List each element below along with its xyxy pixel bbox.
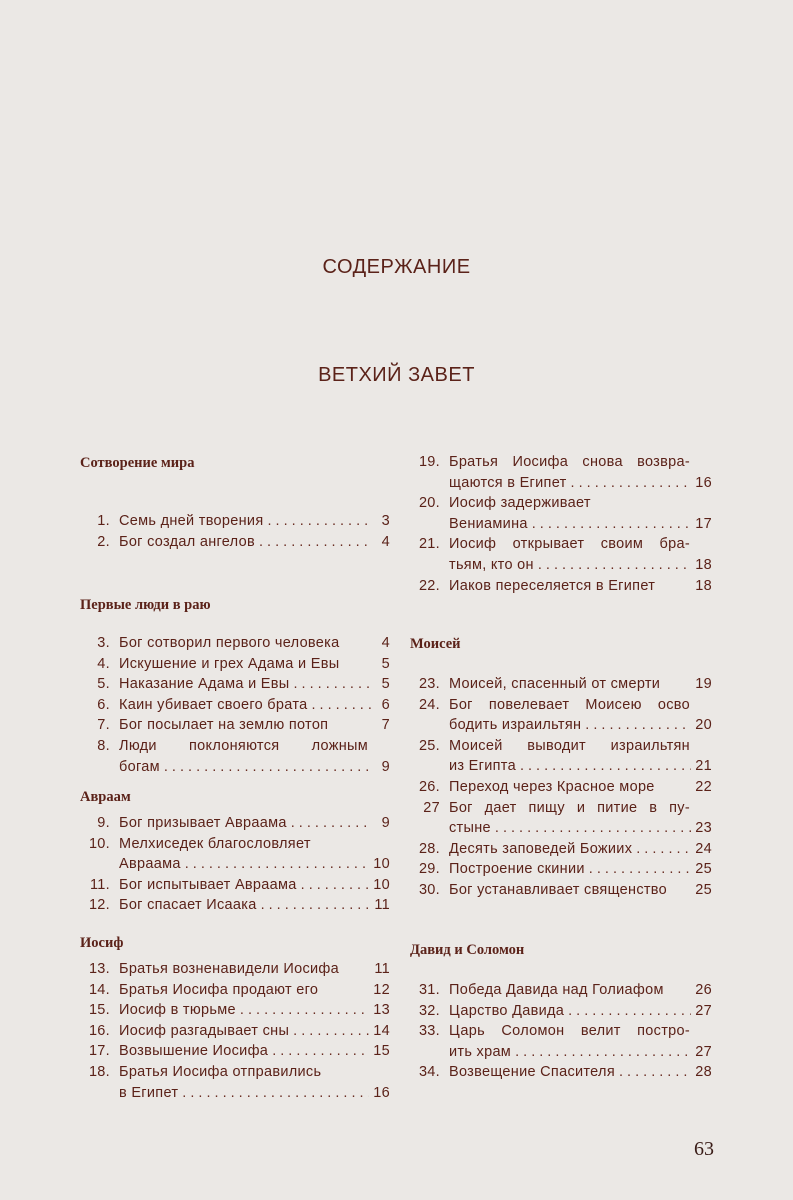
entry-number: 24. (418, 696, 440, 713)
entry-title: Переход через Красное море (449, 778, 655, 795)
dot-leader (267, 511, 372, 532)
entry-title: из Египта (449, 758, 516, 775)
dot-leader (495, 818, 691, 839)
entry-title: Люди поклоняются ложным (119, 737, 368, 754)
entry-title: Бог создал ангелов (119, 533, 255, 550)
entry-page: 27 (695, 1002, 712, 1019)
toc-entry[interactable] (80, 959, 390, 980)
entry-number: 12. (88, 897, 110, 914)
entry-list (80, 813, 390, 916)
toc-entry[interactable] (80, 736, 390, 777)
dot-leader (585, 715, 691, 736)
dot-leader (272, 1041, 369, 1062)
dot-leader (571, 473, 692, 494)
toc-entry[interactable] (410, 1001, 712, 1022)
entry-page: 5 (381, 655, 390, 672)
entry-page: 16 (695, 474, 712, 491)
entry-number: 1. (97, 513, 110, 529)
entry-title: Бог сотворил первого человека (119, 635, 340, 651)
dot-leader (568, 1001, 691, 1022)
entry-page: 4 (381, 533, 390, 550)
toc-entry[interactable] (80, 511, 390, 532)
toc-section (80, 787, 390, 916)
section-heading: Первые люди в раю (80, 597, 211, 613)
entry-list (80, 959, 390, 1103)
entry-page: 14 (373, 1022, 390, 1039)
entry-title: Моисей, спасенный от смерти (449, 676, 661, 692)
entry-page: 3 (381, 513, 390, 529)
entry-list (80, 633, 390, 777)
entry-number: 2. (97, 533, 110, 550)
entry-title: Возвещение Спасителя (449, 1064, 615, 1081)
toc-entry[interactable] (80, 1041, 390, 1062)
toc-entry[interactable] (80, 980, 390, 1001)
dot-leader (532, 514, 692, 535)
toc-entry[interactable] (410, 839, 712, 860)
entry-number: 27 (423, 799, 440, 816)
dot-leader (164, 757, 372, 778)
entry-title: Иосиф разгадывает сны (119, 1022, 290, 1039)
entry-page: 11 (374, 897, 390, 914)
entry-number: 31. (418, 982, 440, 998)
entry-page: 24 (695, 840, 712, 857)
toc-entry[interactable] (80, 875, 390, 896)
toc-section (410, 940, 712, 1083)
toc-entry[interactable] (80, 1021, 390, 1042)
entry-page: 11 (374, 961, 390, 977)
entry-page: 16 (373, 1084, 390, 1101)
entry-list (410, 674, 712, 901)
entry-number: 30. (418, 881, 440, 898)
toc-entry[interactable] (410, 534, 712, 575)
entry-list (80, 511, 390, 552)
toc-entry[interactable] (410, 452, 712, 493)
entry-number: 7. (97, 717, 110, 734)
dot-leader (182, 1083, 369, 1104)
dot-leader (294, 674, 373, 695)
entry-number: 18. (88, 1063, 110, 1080)
toc-entry[interactable] (410, 880, 712, 901)
entry-page: 10 (373, 876, 390, 893)
entry-number: 21. (418, 536, 440, 553)
entry-title: Бог призывает Авраама (119, 815, 287, 831)
dot-leader (291, 813, 372, 834)
entry-number: 19. (418, 454, 440, 470)
dot-leader (293, 1021, 369, 1042)
section-heading: Моисей (410, 636, 461, 652)
entry-title: Царь Соломон велит постро- (449, 1023, 690, 1040)
toc-section (80, 595, 390, 777)
entry-title: Построение скинии (449, 861, 585, 878)
entry-title: Наказание Адама и Евы (119, 676, 290, 693)
entry-number: 34. (418, 1064, 440, 1081)
toc-entry[interactable] (410, 798, 712, 839)
toc-entry[interactable] (410, 777, 712, 798)
entry-page: 25 (695, 861, 712, 878)
entry-number: 3. (97, 635, 110, 651)
testament-heading: ВЕТХИЙ ЗАВЕТ (318, 364, 475, 386)
entry-title: Братья Иосифа продают его (119, 981, 319, 998)
entry-page: 6 (381, 696, 390, 713)
entry-number: 23. (418, 676, 440, 692)
toc-entry[interactable] (80, 674, 390, 695)
entry-title: Иаков переселяется в Египет (449, 577, 656, 594)
entry-title: Бог устанавливает священство (449, 881, 668, 898)
entry-number: 26. (418, 778, 440, 795)
entry-title: Вениамина (449, 515, 528, 532)
entry-page: 5 (381, 676, 390, 693)
section-heading: Давид и Соломон (410, 942, 525, 958)
entry-list (410, 452, 712, 596)
dot-leader (589, 859, 691, 880)
toc-entry[interactable] (80, 532, 390, 553)
entry-number: 6. (97, 696, 110, 713)
toc-entry[interactable] (410, 1021, 712, 1062)
entry-page: 17 (695, 515, 712, 532)
entry-page: 26 (695, 982, 712, 998)
entry-page: 18 (695, 556, 712, 573)
entry-number: 22. (418, 577, 440, 594)
entry-page: 15 (373, 1043, 390, 1060)
entry-title: Каин убивает своего брата (119, 696, 308, 713)
entry-title: щаются в Египет (449, 474, 567, 491)
section-heading: Авраам (80, 789, 131, 805)
entry-number: 4. (97, 655, 110, 672)
dot-leader (240, 1000, 369, 1021)
entry-title: Семь дней творения (119, 513, 264, 529)
entry-title: бодить израильтян (449, 717, 582, 734)
entry-title: богам (119, 758, 160, 775)
toc-entry[interactable] (80, 633, 390, 654)
entry-number: 11. (90, 876, 110, 893)
section-heading: Сотворение мира (80, 455, 195, 471)
toc-entry[interactable] (410, 576, 712, 597)
toc-entry[interactable] (80, 715, 390, 736)
toc-entry[interactable] (80, 834, 390, 875)
entry-page: 12 (373, 981, 390, 998)
entry-number: 14. (88, 981, 110, 998)
entry-title: Искушение и грех Адама и Евы (119, 655, 340, 672)
entry-page: 18 (695, 577, 712, 594)
section-heading: Иосиф (80, 935, 124, 951)
toc-section (80, 453, 390, 552)
toc-section (80, 933, 390, 1103)
entry-page: 23 (695, 820, 712, 837)
entry-list (410, 980, 712, 1083)
entry-number: 33. (418, 1023, 440, 1040)
dot-leader (259, 532, 372, 553)
page-number: 63 (694, 1138, 714, 1160)
entry-title: тьям, кто он (449, 556, 534, 573)
entry-number: 15. (88, 1002, 110, 1019)
entry-page: 20 (695, 717, 712, 734)
entry-page: 19 (695, 676, 712, 692)
toc-section (410, 452, 712, 596)
toc-entry[interactable] (410, 736, 712, 777)
toc-entry[interactable] (80, 1000, 390, 1021)
dot-leader (636, 839, 691, 860)
entry-title: Иосиф задерживает (449, 495, 591, 512)
entry-number: 16. (88, 1022, 110, 1039)
toc-entry[interactable] (410, 674, 712, 695)
entry-number: 25. (418, 737, 440, 754)
dot-leader (301, 875, 370, 896)
entry-number: 5. (97, 676, 110, 693)
entry-page: 9 (381, 758, 390, 775)
entry-page: 7 (381, 717, 390, 734)
entry-page: 9 (381, 815, 390, 831)
entry-page: 21 (695, 758, 712, 775)
entry-number: 9. (97, 815, 110, 831)
entry-number: 10. (88, 835, 110, 852)
toc-entry[interactable] (80, 813, 390, 834)
dot-leader (619, 1062, 691, 1083)
entry-title: Мелхиседек благословляет (119, 835, 311, 852)
entry-title: Братья Иосифа снова возвра- (449, 454, 690, 470)
dot-leader (520, 756, 691, 777)
entry-title: Авраама (119, 856, 181, 873)
entry-page: 28 (695, 1064, 712, 1081)
entry-title: Моисей выводит израильтян (449, 737, 690, 754)
entry-title: в Египет (119, 1084, 179, 1101)
entry-number: 20. (418, 495, 440, 512)
entry-page: 13 (373, 1002, 390, 1019)
entry-title: Победа Давида над Голиафом (449, 982, 664, 998)
entry-title: стыне (449, 820, 491, 837)
entry-title: Возвышение Иосифа (119, 1043, 269, 1060)
entry-number: 29. (418, 861, 440, 878)
entry-number: 8. (97, 737, 110, 754)
entry-page: 22 (695, 778, 712, 795)
entry-page: 25 (695, 881, 712, 898)
entry-page: 10 (373, 856, 390, 873)
entry-title: Бог спасает Исаака (119, 897, 257, 914)
entry-title: Бог дает пищу и питие в пу- (449, 799, 690, 816)
entry-title: ить храм (449, 1043, 512, 1060)
dot-leader (515, 1042, 691, 1063)
dot-leader (311, 695, 372, 716)
entry-title: Иосиф открывает своим бра- (449, 536, 690, 553)
toc-entry[interactable] (410, 980, 712, 1001)
toc-entry[interactable] (410, 1062, 712, 1083)
entry-title: Бог повелевает Моисею осво (449, 696, 690, 713)
toc-entry[interactable] (80, 895, 390, 916)
entry-number: 32. (418, 1002, 440, 1019)
entry-number: 13. (88, 961, 110, 977)
entry-page: 27 (695, 1043, 712, 1060)
toc-entry[interactable] (80, 695, 390, 716)
toc-entry[interactable] (80, 654, 390, 675)
dot-leader (185, 854, 370, 875)
toc-entry[interactable] (410, 859, 712, 880)
entry-title: Иосиф в тюрьме (119, 1002, 236, 1019)
entry-title: Царство Давида (449, 1002, 565, 1019)
toc-entry[interactable] (80, 1062, 390, 1103)
toc-entry[interactable] (410, 493, 712, 534)
entry-page: 4 (381, 635, 390, 651)
entry-number: 28. (418, 840, 440, 857)
entry-title: Братья Иосифа отправились (119, 1063, 322, 1080)
toc-entry[interactable] (410, 695, 712, 736)
entry-number: 17. (88, 1043, 110, 1060)
dot-leader (261, 895, 371, 916)
page-title: СОДЕРЖАНИЕ (322, 256, 471, 278)
dot-leader (538, 555, 691, 576)
entry-title: Бог посылает на землю потоп (119, 717, 329, 734)
entry-title: Братья возненавидели Иосифа (119, 961, 339, 977)
toc-section (410, 634, 712, 901)
entry-title: Десять заповедей Божиих (449, 840, 633, 857)
entry-title: Бог испытывает Авраама (119, 876, 297, 893)
